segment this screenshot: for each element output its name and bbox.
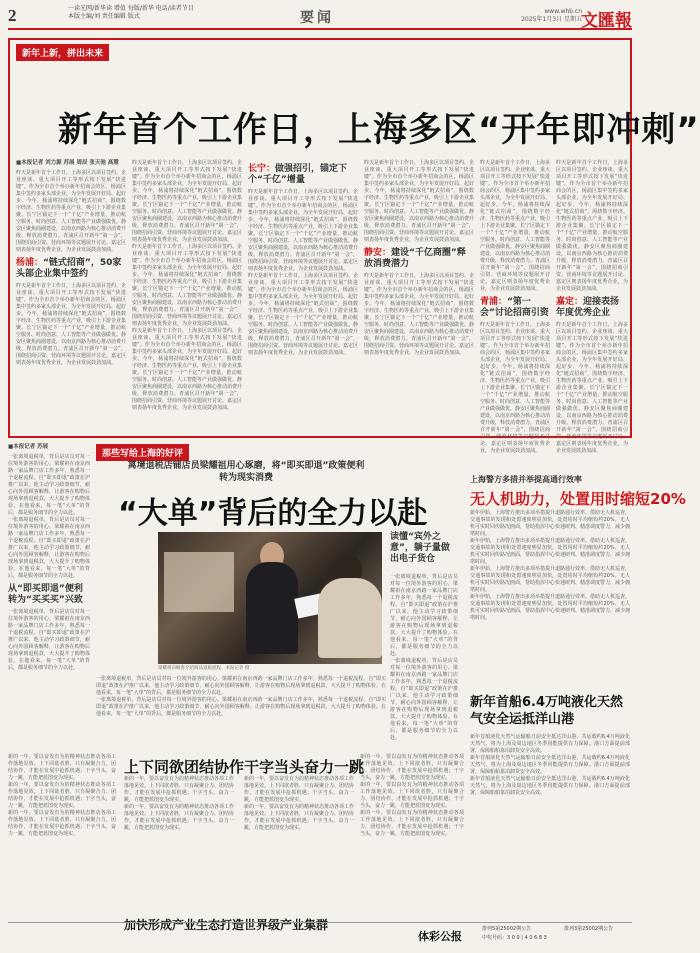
feature-left-column: ■本报记者 苏展 一张离境退税单，背后是店员对每一位境外游客的用心。梁耀祖在南京西路一家品牌门店工作多年，熟悉每一个退税流程。自“即买即退”政策在沪推广以来，他主动学习政策细节，耐心向外国顾客解释，让游客在购物后现场拿到退税款，大大提升了购物体验。在他看来，每一笔“大单”的背后，都是服务细节的全力以赴。 一张离境退税单，背后是店员对每一位境外游客的用心。梁耀祖在南京西路一家品牌门店工作多年，熟悉每一个退税流程。自“即买即退”政策在沪推广以来，他主动学习政策细节，耐心向外国顾客解释，让游客在购物后现场拿到退税款，大大提升了购物体验。在他看来，每一笔“大单”的背后，都是服务细节的全力以赴。 从“即买即退”便利转为“买买买”兴致 一张离境退税单，背后是店员对每一位境外游客的用心。梁耀祖在南京西路一家品牌门店工作多年，熟悉每一个退税流程。自“即买即退”政策在沪推广以来，他主动学习政策细节，耐心向外国顾客解释，让游客在购物后现场拿到退税款，大大提升了购物体验。在他看来，每一笔“大单”的背后，都是服务细节的全力以赴。 — [8, 444, 90, 671]
column-b-title: 干字当头奋力一跳 — [244, 758, 365, 776]
section-heading-changning: 长宁：做强招引，锚定下个“千亿”增量 — [248, 164, 348, 185]
column-a-body: 新的一年，要以奋发有为的精神状态推动各项工作落地见效。上下同欲者胜，只有凝聚合力、团结协作，才能在发展中抢抓机遇；干字当头，奋力一跳，方能把蓝图变为现实。 新的一年，要以奋发有为的精神状态推动各项工作落地见效。上下同欲者胜，只有凝聚合力、团结协作，才能在发展中抢抓机遇；干字当头，奋力一跳，方能把蓝图变为现实。 — [124, 776, 235, 831]
byline: ■本报记者 刘力源 苏展 周辰 张天弛 高慧 — [16, 160, 119, 166]
masthead-note: 一读光网/新华读 增值 每版/新华 电话/读者节目 本版主编/刘 责任编辑 版式 — [68, 5, 194, 20]
right-story-headline: 无人机助力，处置用时缩短20% — [470, 490, 686, 508]
lottery-right-note: 排列3第25002期公告 — [564, 926, 614, 932]
masthead — [8, 4, 632, 30]
feature-kicker: 那些写给上海的好评 — [96, 444, 189, 461]
article-column-1: ■本报记者 刘力源 苏展 周辰 张天弛 高慧 昨天是新年首个工作日，上海多区以项目签约、企业座谈、重大项目开工等形式按下发展“快进键”。作为全市首个举办新年招商会的区，杨浦区集中签约多家头部企业，为全年发展开好局、起好步。今年，杨浦将持续深化“链式招商”，围绕数字经济、生物医药等重点产业，吸引上下游企业集聚。长宁区锚定下一个“千亿”产业增量，推动航空服务、时尚创意、人工智能等产业做强做优。静安区聚焦商圈建设，以南京西路为核心推动消费升级，释放消费潜力。青浦区召开新年“第一会”，围绕招商引资、营商环境等议题展开讨论。嘉定区则表扬年度优秀企业，为企业发展鼓劲加油。 杨浦：“链式招商”，50家头部企业集中签约 昨天是新年首个工作日，上海多区以项目签约、企业座谈、重大项目开工等形式按下发展“快进键”。作为全市首个举办新年招商会的区，杨浦区集中签约多家头部企业，为全年发展开好局、起好步。今年，杨浦将持续深化“链式招商”，围绕数字经济、生物医药等重点产业，吸引上下游企业集聚。长宁区锚定下一个“千亿”产业增量，推动航空服务、时尚创意、人工智能等产业做强做优。静安区聚焦商圈建设，以南京西路为核心推动消费升级，释放消费潜力。青浦区召开新年“第一会”，围绕招商引资、营商环境等议题展开讨论。嘉定区则表扬年度优秀企业，为企业发展鼓劲加油。 — [16, 160, 127, 366]
photo-caption: 梁耀祖向顾客介绍商品退税流程。本报记者 摄 — [158, 666, 250, 671]
section-name: 要闻 — [300, 10, 334, 26]
right-story-subhead: 上海警方多措并举提高通行效率 — [470, 475, 582, 484]
section-heading-jingan: 静安：建设“千亿商圈”释放消费潜力 — [364, 248, 466, 269]
right-story-body: 新年伊始，上海警方推出多项举措提升道路通行效率。借助无人机巡查，交通事故的发现和处置速度明显加快，处置用时平均缩短约20%。无人机可实时回传路况画面，帮助指挥中心快速研判、精准调度警力，减少拥堵时间。 新年伊始，上海警方推出多项举措提升道路通行效率。借助无人机巡查，交通事故的发现和处置速度明显加快，处置用时平均缩短约20%。无人机可实时回传路况画面，帮助指挥中心快速研判、精准调度警力，减少拥堵时间。 新年伊始，上海警方推出多项举措提升道路通行效率。借助无人机巡查，交通事故的发现和处置速度明显加快，处置用时平均缩短约20%。无人机可实时回传路况画面，帮助指挥中心快速研判、精准调度警力，减少拥堵时间。 新年伊始，上海警方推出多项举措提升道路通行效率。借助无人机巡查，交通事故的发现和处置速度明显加快，处置用时平均缩短约20%。无人机可实时回传路况画面，帮助指挥中心快速研判、精准调度警力，减少拥堵时间。 — [470, 510, 631, 621]
feature-side-title: 读懂“宾外之意”，躺子量做出电子货仓 — [390, 532, 450, 564]
lottery-prize-note: 中奖号码：3 0 0 | 4 0 6 8 3 — [482, 935, 547, 941]
article-column-3: 长宁：做强招引，锚定下个“千亿”增量 昨天是新年首个工作日，上海多区以项目签约、企业座谈、重大项目开工等形式按下发展“快进键”。作为全市首个举办新年招商会的区，杨浦区集中签约多家头部企业，为全年发展开好局、起好步。今年，杨浦将持续深化“链式招商”，围绕数字经济、生物医药等重点产业，吸引上下游企业集聚。长宁区锚定下一个“千亿”产业增量，推动航空服务、时尚创意、人工智能等产业做强做优。静安区聚焦商圈建设，以南京西路为核心推动消费升级，释放消费潜力。青浦区召开新年“第一会”，围绕招商引资、营商环境等议题展开讨论。嘉定区则表扬年度优秀企业，为企业发展鼓劲加油。 昨天是新年首个工作日，上海多区以项目签约、企业座谈、重大项目开工等形式按下发展“快进键”。作为全市首个举办新年招商会的区，杨浦区集中签约多家头部企业，为全年发展开好局、起好步。今年，杨浦将持续深化“链式招商”，围绕数字经济、生物医药等重点产业，吸引上下游企业集聚。长宁区锚定下一个“千亿”产业增量，推动航空服务、时尚创意、人工智能等产业做强做优。静安区聚焦商圈建设，以南京西路为核心推动消费升级，释放消费潜力。青浦区召开新年“第一会”，围绕招商引资、营商环境等议题展开讨论。嘉定区则表扬年度优秀企业，为企业发展鼓劲加油。 — [248, 164, 359, 356]
page-number: 2 — [8, 6, 17, 25]
feature-headline: “大单”背后的全力以赴 — [118, 496, 428, 531]
headline: 新年首个工作日，上海多区“开年即冲刺” — [58, 110, 700, 150]
section-heading-jiading: 嘉定：迎接表扬年度优秀企业 — [556, 297, 620, 318]
newspaper-logo: 文匯報 — [581, 11, 632, 31]
kicker-label: 新年上新，拼出未来 — [16, 44, 109, 61]
article-column-4: 昨天是新年首个工作日，上海多区以项目签约、企业座谈、重大项目开工等形式按下发展“快进键”。作为全市首个举办新年招商会的区，杨浦区集中签约多家头部企业，为全年发展开好局、起好步。今年，杨浦将持续深化“链式招商”，围绕数字经济、生物医药等重点产业，吸引上下游企业集聚。长宁区锚定下一个“千亿”产业增量，推动航空服务、时尚创意、人工智能等产业做强做优。静安区聚焦商圈建设，以南京西路为核心推动消费升级，释放消费潜力。青浦区召开新年“第一会”，围绕招商引资、营商环境等议题展开讨论。嘉定区则表扬年度优秀企业，为企业发展鼓劲加油。 静安：建设“千亿商圈”释放消费潜力 昨天是新年首个工作日，上海多区以项目签约、企业座谈、重大项目开工等形式按下发展“快进键”。作为全市首个举办新年招商会的区，杨浦区集中签约多家头部企业，为全年发展开好局、起好步。今年，杨浦将持续深化“链式招商”，围绕数字经济、生物医药等重点产业，吸引上下游企业集聚。长宁区锚定下一个“千亿”产业增量，推动航空服务、时尚创意、人工智能等产业做强做优。静安区聚焦商圈建设，以南京西路为核心推动消费升级，释放消费潜力。青浦区召开新年“第一会”，围绕招商引资、营商环境等议题展开讨论。嘉定区则表扬年度优秀企业，为企业发展鼓劲加油。 — [364, 160, 475, 356]
bottom-left-column: 新的一年，要以奋发有为的精神状态推动各项工作落地见效。上下同欲者胜，只有凝聚合力、团结协作，才能在发展中抢抓机遇；干字当头，奋力一跳，方能把蓝图变为现实。 新的一年，要以奋发有为的精神状态推动各项工作落地见效。上下同欲者胜，只有凝聚合力、团结协作，才能在发展中抢抓机遇；干字当头，奋力一跳，方能把蓝图变为现实。 新的一年，要以奋发有为的精神状态推动各项工作落地见效。上下同欲者胜，只有凝聚合力、团结协作，才能在发展中抢抓机遇；干字当头，奋力一跳，方能把蓝图变为现实。 — [8, 754, 116, 837]
right-story2-headline: 新年首船6.4万吨液化天然气安全运抵洋山港 — [470, 695, 624, 727]
column-c-body: 新的一年，要以奋发有为的精神状态推动各项工作落地见效。上下同欲者胜，只有凝聚合力、团结协作，才能在发展中抢抓机遇；干字当头，奋力一跳，方能把蓝图变为现实。 新的一年，要以奋发有为的精神状态推动各项工作落地见效。上下同欲者胜，只有凝聚合力、团结协作，才能在发展中抢抓机遇；干字当头，奋力一跳，方能把蓝图变为现实。 新的一年，要以奋发有为的精神状态推动各项工作落地见效。上下同欲者胜，只有凝聚合力、团结协作，才能在发展中抢抓机遇；干字当头，奋力一跳，方能把蓝图变为现实。 — [360, 754, 464, 837]
lottery-footer — [8, 922, 632, 948]
feature-photo — [158, 532, 382, 664]
column-a-title: 上下同欲团结协作 — [124, 758, 245, 776]
masthead-meta: www.whb.cn 2025年1月3日 星期五 — [521, 8, 582, 23]
article-column-5: 昨天是新年首个工作日，上海多区以项目签约、企业座谈、重大项目开工等形式按下发展“快进键”。作为全市首个举办新年招商会的区，杨浦区集中签约多家头部企业，为全年发展开好局、起好步。今年，杨浦将持续深化“链式招商”，围绕数字经济、生物医药等重点产业，吸引上下游企业集聚。长宁区锚定下一个“千亿”产业增量，推动航空服务、时尚创意、人工智能等产业做强做优。静安区聚焦商圈建设，以南京西路为核心推动消费升级，释放消费潜力。青浦区召开新年“第一会”，围绕招商引资、营商环境等议题展开讨论。嘉定区则表扬年度优秀企业，为企业发展鼓劲加油。 青浦：“第一会”讨论招商引资 昨天是新年首个工作日，上海多区以项目签约、企业座谈、重大项目开工等形式按下发展“快进键”。作为全市首个举办新年招商会的区，杨浦区集中签约多家头部企业，为全年发展开好局、起好步。今年，杨浦将持续深化“链式招商”，围绕数字经济、生物医药等重点产业，吸引上下游企业集聚。长宁区锚定下一个“千亿”产业增量，推动航空服务、时尚创意、人工智能等产业做强做优。静安区聚焦商圈建设，以南京西路为核心推动消费升级，释放消费潜力。青浦区召开新年“第一会”，围绕招商引资、营商环境等议题展开讨论。嘉定区则表扬年度优秀企业，为企业发展鼓劲加油。 — [480, 160, 551, 454]
article-column-2: 昨天是新年首个工作日，上海多区以项目签约、企业座谈、重大项目开工等形式按下发展“快进键”。作为全市首个举办新年招商会的区，杨浦区集中签约多家头部企业，为全年发展开好局、起好步。今年，杨浦将持续深化“链式招商”，围绕数字经济、生物医药等重点产业，吸引上下游企业集聚。长宁区锚定下一个“千亿”产业增量，推动航空服务、时尚创意、人工智能等产业做强做优。静安区聚焦商圈建设，以南京西路为核心推动消费升级，释放消费潜力。青浦区召开新年“第一会”，围绕招商引资、营商环境等议题展开讨论。嘉定区则表扬年度优秀企业，为企业发展鼓劲加油。 昨天是新年首个工作日，上海多区以项目签约、企业座谈、重大项目开工等形式按下发展“快进键”。作为全市首个举办新年招商会的区，杨浦区集中签约多家头部企业，为全年发展开好局、起好步。今年，杨浦将持续深化“链式招商”，围绕数字经济、生物医药等重点产业，吸引上下游企业集聚。长宁区锚定下一个“千亿”产业增量，推动航空服务、时尚创意、人工智能等产业做强做优。静安区聚焦商圈建设，以南京西路为核心推动消费升级，释放消费潜力。青浦区召开新年“第一会”，围绕招商引资、营商环境等议题展开讨论。嘉定区则表扬年度优秀企业，为企业发展鼓劲加油。 昨天是新年首个工作日，上海多区以项目签约、企业座谈、重大项目开工等形式按下发展“快进键”。作为全市首个举办新年招商会的区，杨浦区集中签约多家头部企业，为全年发展开好局、起好步。今年，杨浦将持续深化“链式招商”，围绕数字经济、生物医药等重点产业，吸引上下游企业集聚。长宁区锚定下一个“千亿”产业增量，推动航空服务、时尚创意、人工智能等产业做强做优。静安区聚焦商圈建设，以南京西路为核心推动消费升级，释放消费潜力。青浦区召开新年“第一会”，围绕招商引资、营商环境等议题展开讨论。嘉定区则表扬年度优秀企业，为企业发展鼓劲加油。 — [132, 160, 243, 411]
feature-body: 一张离境退税单，背后是店员对每一位境外游客的用心。梁耀祖在南京西路一家品牌门店工作多年，熟悉每一个退税流程。自“即买即退”政策在沪推广以来，他主动学习政策细节，耐心向外国顾客解释，让游客在购物后现场拿到退税款，大大提升了购物体验。在他看来，每一笔“大单”的背后，都是服务细节的全力以赴。 一张离境退税单，背后是店员对每一位境外游客的用心。梁耀祖在南京西路一家品牌门店工作多年，熟悉每一个退税流程。自“即买即退”政策在沪推广以来，他主动学习政策细节，耐心向外国顾客解释，让游客在购物后现场拿到退税款，大大提升了购物体验。在他看来，每一笔“大单”的背后，都是服务细节的全力以赴。 — [96, 676, 386, 717]
column-b-body: 新的一年，要以奋发有为的精神状态推动各项工作落地见效。上下同欲者胜，只有凝聚合力、团结协作，才能在发展中抢抓机遇；干字当头，奋力一跳，方能把蓝图变为现实。 新的一年，要以奋发有为的精神状态推动各项工作落地见效。上下同欲者胜，只有凝聚合力、团结协作，才能在发展中抢抓机遇；干字当头，奋力一跳，方能把蓝图变为现实。 — [244, 776, 355, 831]
feature-side-subhead: 从“即买即退”便利转为“买买买”兴致 — [8, 584, 83, 605]
section-heading-yangpu: 杨浦：“链式招商”，50家头部企业集中签约 — [16, 258, 122, 279]
section-heading-qingpu: 青浦：“第一会”讨论招商引资 — [480, 297, 549, 318]
article-column-6: 昨天是新年首个工作日，上海多区以项目签约、企业座谈、重大项目开工等形式按下发展“快进键”。作为全市首个举办新年招商会的区，杨浦区集中签约多家头部企业，为全年发展开好局、起好步。今年，杨浦将持续深化“链式招商”，围绕数字经济、生物医药等重点产业，吸引上下游企业集聚。长宁区锚定下一个“千亿”产业增量，推动航空服务、时尚创意、人工智能等产业做强做优。静安区聚焦商圈建设，以南京西路为核心推动消费升级，释放消费潜力。青浦区召开新年“第一会”，围绕招商引资、营商环境等议题展开讨论。嘉定区则表扬年度优秀企业，为企业发展鼓劲加油。 嘉定：迎接表扬年度优秀企业 昨天是新年首个工作日，上海多区以项目签约、企业座谈、重大项目开工等形式按下发展“快进键”。作为全市首个举办新年招商会的区，杨浦区集中签约多家头部企业，为全年发展开好局、起好步。今年，杨浦将持续深化“链式招商”，围绕数字经济、生物医药等重点产业，吸引上下游企业集聚。长宁区锚定下一个“千亿”产业增量，推动航空服务、时尚创意、人工智能等产业做强做优。静安区聚焦商圈建设，以南京西路为核心推动消费升级，释放消费潜力。青浦区召开新年“第一会”，围绕招商引资、营商环境等议题展开讨论。嘉定区则表扬年度优秀企业，为企业发展鼓劲加油。 — [556, 160, 628, 454]
feature-subhead: 离境退税店铺店员梁耀祖用心琢磨，将“即买即退”政策便利转为现实消费 — [127, 461, 365, 483]
lottery-left-note: 排列5第25002期公告 — [482, 926, 532, 932]
bottom-banner-headline: 加快形成产业生态打造世界级产业集群 — [124, 918, 329, 932]
lower-section — [8, 444, 686, 947]
feature-side-column: 一张离境退税单，背后是店员对每一位境外游客的用心。梁耀祖在南京西路一家品牌门店工作多年，熟悉每一个退税流程。自“即买即退”政策在沪推广以来，他主动学习政策细节，耐心向外国顾客解释，让游客在购物后现场拿到退税款，大大提升了购物体验。在他看来，每一笔“大单”的背后，都是服务细节的全力以赴。 一张离境退税单，背后是店员对每一位境外游客的用心。梁耀祖在南京西路一家品牌门店工作多年，熟悉每一个退税流程。自“即买即退”政策在沪推广以来，他主动学习政策细节，耐心向外国顾客解释，让游客在购物后现场拿到退税款，大大提升了购物体验。在他看来，每一笔“大单”的背后，都是服务细节的全力以赴。 — [390, 574, 458, 741]
right-story2-body: 新年首船液化天然气运输船日前安全抵达洋山港，共运载约6.4万吨液化天然气，将为上海及周边地区冬季用能提供有力保障。港口方面提前部署，保障船舶靠泊卸货安全高效。 新年首船液化天然气运输船日前安全抵达洋山港，共运载约6.4万吨液化天然气，将为上海及周边地区冬季用能提供有力保障。港口方面提前部署，保障船舶靠泊卸货安全高效。 新年首船液化天然气运输船日前安全抵达洋山港，共运载约6.4万吨液化天然气，将为上海及周边地区冬季用能提供有力保障。港口方面提前部署，保障船舶靠泊卸货安全高效。 — [470, 734, 630, 796]
lottery-title: 体彩公报 — [418, 930, 462, 943]
